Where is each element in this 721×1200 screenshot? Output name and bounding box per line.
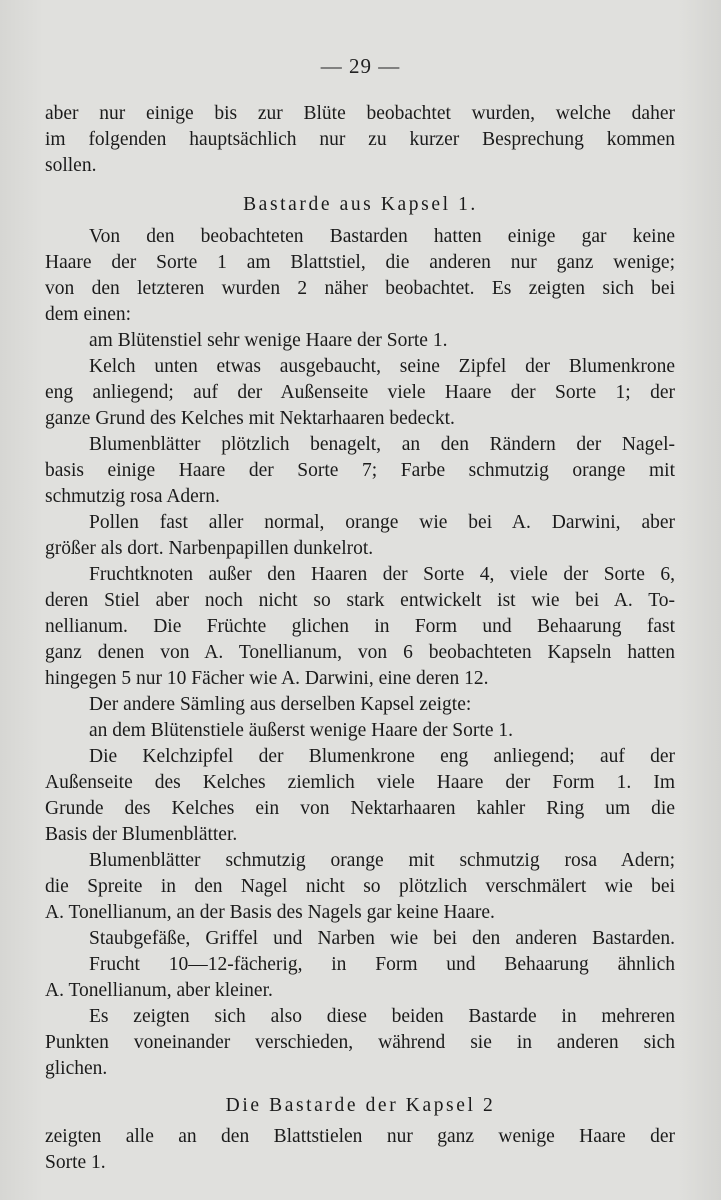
text-line: an dem Blütenstiele äußerst wenige Haare der Sorte 1. xyxy=(89,720,513,741)
text-line: Kelch unten etwas ausgebaucht, seine Zipfel der Blumenkrone xyxy=(89,356,675,377)
text-line: Außenseite des Kelches ziemlich viele Haare der Form 1. Im xyxy=(45,772,675,793)
text-line: Es zeigten sich also diese beiden Bastarde in mehreren xyxy=(89,1006,675,1027)
text-line: Der andere Sämling aus derselben Kapsel zeigte: xyxy=(89,694,472,715)
text-line: zeigten alle an den Blattstielen nur ganz wenige Haare der xyxy=(45,1126,675,1147)
text-line: Fruchtknoten außer den Haaren der Sorte 4, viele der Sorte 6, xyxy=(89,564,675,585)
text-line: von den letzteren wurden 2 näher beobachtet. Es zeigten sich bei xyxy=(45,278,675,299)
intro-paragraph xyxy=(45,101,675,179)
page-number: — 29 — xyxy=(320,54,401,78)
text-line: basis einige Haare der Sorte 7; Farbe schmutzig orange mit xyxy=(45,460,675,481)
text-line: Staubgefäße, Griffel und Narben wie bei den anderen Bastarden. xyxy=(89,928,675,949)
text-line: nellianum. Die Früchte glichen in Form und Behaarung fast xyxy=(45,616,675,637)
text-line: eng anliegend; auf der Außenseite viele Haare der Sorte 1; der xyxy=(45,382,675,403)
section-body xyxy=(45,224,675,1082)
section-heading-kapsel-1: Bastarde aus Kapsel 1. xyxy=(243,194,478,215)
text-line: Blumenblätter plötzlich benagelt, an den Rändern der Nagel- xyxy=(89,434,675,455)
text-line: am Blütenstiel sehr wenige Haare der Sorte 1. xyxy=(89,330,448,351)
text-line: Blumenblätter schmutzig orange mit schmutzig rosa Adern; xyxy=(89,850,675,871)
text-line: ganz denen von A. Tonellianum, von 6 beobachteten Kapseln hatten xyxy=(45,642,675,663)
text-line: A. Tonellianum, aber kleiner. xyxy=(45,980,273,1001)
text-line: Frucht 10—12-fächerig, in Form und Behaarung ähnlich xyxy=(89,954,675,975)
text-line: Haare der Sorte 1 am Blattstiel, die anderen nur ganz wenige; xyxy=(45,252,675,273)
text-line: Grunde des Kelches ein von Nektarhaaren kahler Ring um die xyxy=(45,798,675,819)
text-line: im folgenden hauptsächlich nur zu kurzer Besprechung kommen xyxy=(45,129,675,150)
text-line: glichen. xyxy=(45,1058,108,1079)
text-line: Von den beobachteten Bastarden hatten einige gar keine xyxy=(89,226,675,247)
text-line: dem einen: xyxy=(45,304,132,325)
text-line: Die Kelchzipfel der Blumenkrone eng anliegend; auf der xyxy=(89,746,675,767)
section-heading-kapsel-2: Die Bastarde der Kapsel 2 xyxy=(225,1095,496,1116)
outro-paragraph xyxy=(45,1124,675,1176)
text-line: die Spreite in den Nagel nicht so plötzlich verschmälert wie bei xyxy=(45,876,675,897)
text-line: sollen. xyxy=(45,155,97,176)
text-line: Pollen fast aller normal, orange wie bei A. Darwini, aber xyxy=(89,512,675,533)
text-line: ganze Grund des Kelches mit Nektarhaaren bedeckt. xyxy=(45,408,455,429)
text-line: A. Tonellianum, an der Basis des Nagels gar keine Haare. xyxy=(45,902,495,923)
text-line: Punkten voneinander verschieden, während sie in anderen sich xyxy=(45,1032,675,1053)
text-line: schmutzig rosa Adern. xyxy=(45,486,220,507)
text-line: Basis der Blumenblätter. xyxy=(45,824,238,845)
text-line: hingegen 5 nur 10 Fächer wie A. Darwini, eine deren 12. xyxy=(45,668,489,689)
text-line: deren Stiel aber noch nicht so stark entwickelt ist wie bei A. To- xyxy=(45,590,675,611)
text-line: aber nur einige bis zur Blüte beobachtet wurden, welche daher xyxy=(45,103,675,124)
text-line: Sorte 1. xyxy=(45,1152,106,1173)
text-line: größer als dort. Narbenpapillen dunkelrot. xyxy=(45,538,374,559)
